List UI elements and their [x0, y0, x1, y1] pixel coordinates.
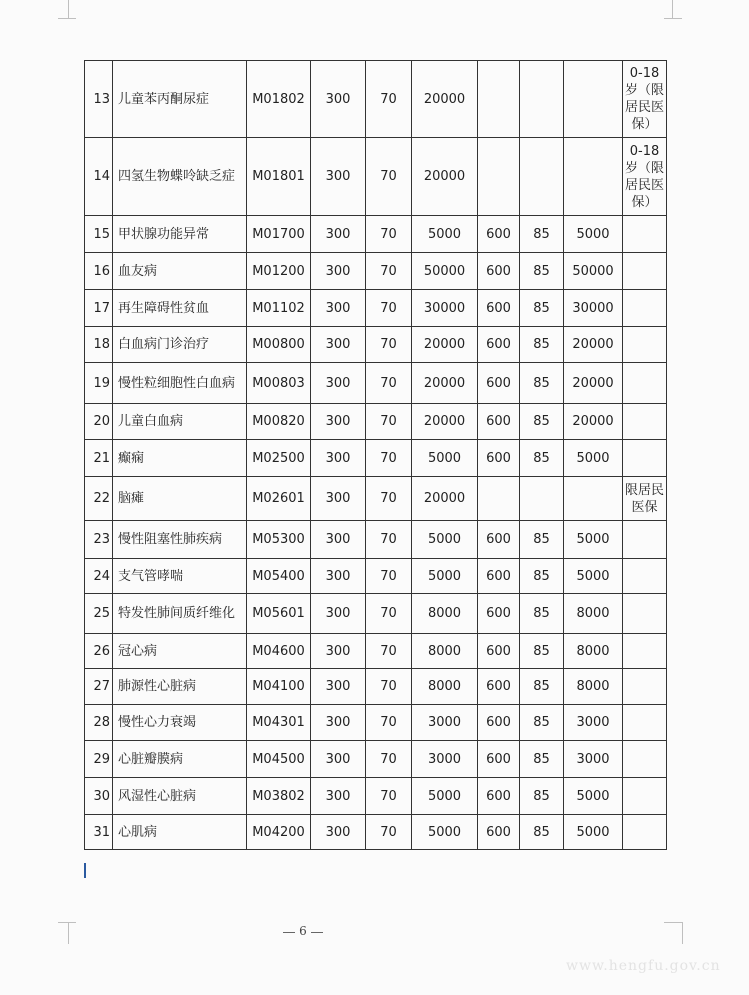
value-col-4: 600: [478, 216, 520, 253]
value-col-6: [564, 61, 623, 138]
note-cell: [623, 327, 667, 363]
table-row: [85, 634, 667, 669]
value-col-2: 70: [366, 290, 412, 327]
value-col-6: 30000: [564, 290, 623, 327]
value-col-5: 85: [520, 634, 564, 669]
value-col-3: 5000: [412, 521, 478, 559]
note-cell: [623, 705, 667, 741]
value-col-4: 600: [478, 327, 520, 363]
disease-code: M04301: [247, 705, 311, 741]
disease-name: 特发性肺间质纤维化: [113, 594, 247, 634]
value-col-2: 70: [366, 594, 412, 634]
value-col-1: 300: [311, 634, 366, 669]
value-col-6: [564, 477, 623, 521]
crop-mark-bottom-left-h: [58, 922, 76, 923]
value-col-3: 20000: [412, 477, 478, 521]
row-number: 23: [85, 521, 113, 559]
disease-name: 儿童苯丙酮尿症: [113, 61, 247, 138]
value-col-2: 70: [366, 778, 412, 815]
disease-code: M04100: [247, 669, 311, 705]
value-col-6: 5000: [564, 440, 623, 477]
row-number: 31: [85, 815, 113, 850]
disease-code: M00803: [247, 363, 311, 404]
table-row: [85, 253, 667, 290]
value-col-3: 20000: [412, 404, 478, 440]
disease-name: 血友病: [113, 253, 247, 290]
value-col-2: 70: [366, 404, 412, 440]
note-cell: [623, 440, 667, 477]
row-number: 25: [85, 594, 113, 634]
value-col-1: 300: [311, 778, 366, 815]
disease-name: 脑瘫: [113, 477, 247, 521]
value-col-6: 3000: [564, 705, 623, 741]
value-col-2: 70: [366, 61, 412, 138]
disease-table: [84, 60, 667, 850]
value-col-5: 85: [520, 404, 564, 440]
table-row: [85, 741, 667, 778]
value-col-1: 300: [311, 327, 366, 363]
disease-name: 慢性粒细胞性白血病: [113, 363, 247, 404]
value-col-4: 600: [478, 741, 520, 778]
row-number: 27: [85, 669, 113, 705]
value-col-6: 20000: [564, 404, 623, 440]
value-col-2: 70: [366, 669, 412, 705]
value-col-4: 600: [478, 404, 520, 440]
disease-name: 四氢生物蝶呤缺乏症: [113, 138, 247, 216]
value-col-6: 3000: [564, 741, 623, 778]
value-col-3: 8000: [412, 594, 478, 634]
table-row: [85, 705, 667, 741]
value-col-6: 8000: [564, 634, 623, 669]
note-cell: [623, 363, 667, 404]
row-number: 19: [85, 363, 113, 404]
footer-dash-right: [311, 932, 323, 933]
value-col-4: 600: [478, 705, 520, 741]
note-cell: [623, 741, 667, 778]
disease-name: 癫痫: [113, 440, 247, 477]
crop-mark-top-right: [672, 0, 673, 18]
value-col-6: 5000: [564, 778, 623, 815]
table-row: [85, 138, 667, 216]
table-row: [85, 594, 667, 634]
disease-code: M01102: [247, 290, 311, 327]
disease-code: M01801: [247, 138, 311, 216]
table-row: [85, 521, 667, 559]
value-col-2: 70: [366, 521, 412, 559]
value-col-3: 5000: [412, 559, 478, 594]
row-number: 18: [85, 327, 113, 363]
table-row: [85, 404, 667, 440]
disease-name: 冠心病: [113, 634, 247, 669]
table-row: [85, 477, 667, 521]
value-col-1: 300: [311, 290, 366, 327]
value-col-1: 300: [311, 559, 366, 594]
disease-name: 肺源性心脏病: [113, 669, 247, 705]
text-cursor: [84, 863, 86, 878]
value-col-4: 600: [478, 778, 520, 815]
value-col-5: 85: [520, 815, 564, 850]
row-number: 21: [85, 440, 113, 477]
value-col-6: 20000: [564, 327, 623, 363]
value-col-1: 300: [311, 815, 366, 850]
crop-mark-bottom-right-h: [664, 922, 682, 923]
value-col-6: 8000: [564, 669, 623, 705]
value-col-5: [520, 477, 564, 521]
disease-name: 风湿性心脏病: [113, 778, 247, 815]
disease-name: 白血病门诊治疗: [113, 327, 247, 363]
disease-code: M00800: [247, 327, 311, 363]
value-col-3: 8000: [412, 634, 478, 669]
value-col-4: 600: [478, 363, 520, 404]
value-col-5: 85: [520, 363, 564, 404]
value-col-5: 85: [520, 440, 564, 477]
note-cell: [623, 521, 667, 559]
table-row: [85, 815, 667, 850]
disease-name: 甲状腺功能异常: [113, 216, 247, 253]
value-col-1: 300: [311, 216, 366, 253]
value-col-3: 20000: [412, 363, 478, 404]
crop-mark-bottom-left: [68, 922, 69, 944]
value-col-5: 85: [520, 559, 564, 594]
value-col-5: [520, 138, 564, 216]
disease-name: 心脏瓣膜病: [113, 741, 247, 778]
crop-mark-top-left: [68, 0, 69, 18]
value-col-6: 5000: [564, 815, 623, 850]
note-cell: [623, 815, 667, 850]
value-col-2: 70: [366, 815, 412, 850]
value-col-4: 600: [478, 559, 520, 594]
value-col-1: 300: [311, 440, 366, 477]
value-col-1: 300: [311, 705, 366, 741]
value-col-6: 50000: [564, 253, 623, 290]
table-row: [85, 559, 667, 594]
row-number: 26: [85, 634, 113, 669]
row-number: 24: [85, 559, 113, 594]
disease-code: M04500: [247, 741, 311, 778]
disease-code: M04600: [247, 634, 311, 669]
value-col-5: 85: [520, 741, 564, 778]
value-col-5: 85: [520, 778, 564, 815]
value-col-6: 5000: [564, 521, 623, 559]
note-cell: [623, 669, 667, 705]
table-row: [85, 778, 667, 815]
value-col-4: 600: [478, 290, 520, 327]
note-cell: 0-18 岁（限居民医保）: [623, 61, 667, 138]
value-col-4: 600: [478, 253, 520, 290]
row-number: 30: [85, 778, 113, 815]
value-col-4: 600: [478, 815, 520, 850]
value-col-6: 5000: [564, 559, 623, 594]
crop-mark-bottom-right: [682, 922, 683, 944]
footer-dash-left: [283, 932, 295, 933]
value-col-5: 85: [520, 253, 564, 290]
value-col-5: 85: [520, 216, 564, 253]
table-row: [85, 216, 667, 253]
page-number: 6: [299, 924, 307, 938]
value-col-4: [478, 477, 520, 521]
value-col-2: 70: [366, 559, 412, 594]
disease-code: M05601: [247, 594, 311, 634]
row-number: 15: [85, 216, 113, 253]
table-body: [85, 61, 667, 850]
table-row: [85, 440, 667, 477]
disease-code: M01802: [247, 61, 311, 138]
value-col-3: 30000: [412, 290, 478, 327]
table-row: [85, 61, 667, 138]
value-col-3: 20000: [412, 327, 478, 363]
value-col-1: 300: [311, 741, 366, 778]
disease-name: 儿童白血病: [113, 404, 247, 440]
value-col-5: 85: [520, 594, 564, 634]
value-col-2: 70: [366, 741, 412, 778]
note-cell: [623, 634, 667, 669]
disease-code: M02601: [247, 477, 311, 521]
disease-code: M00820: [247, 404, 311, 440]
watermark: www.hengfu.gov.cn: [566, 958, 721, 974]
value-col-3: 20000: [412, 138, 478, 216]
value-col-1: 300: [311, 363, 366, 404]
row-number: 29: [85, 741, 113, 778]
value-col-3: 5000: [412, 778, 478, 815]
value-col-4: 600: [478, 669, 520, 705]
value-col-2: 70: [366, 477, 412, 521]
crop-mark-top-left-h: [58, 18, 76, 19]
value-col-2: 70: [366, 440, 412, 477]
note-cell: [623, 404, 667, 440]
row-number: 20: [85, 404, 113, 440]
value-col-6: 20000: [564, 363, 623, 404]
value-col-2: 70: [366, 634, 412, 669]
disease-code: M02500: [247, 440, 311, 477]
note-cell: [623, 559, 667, 594]
value-col-5: 85: [520, 521, 564, 559]
table-row: [85, 290, 667, 327]
value-col-1: 300: [311, 253, 366, 290]
disease-code: M01700: [247, 216, 311, 253]
note-cell: [623, 216, 667, 253]
disease-code: M03802: [247, 778, 311, 815]
value-col-3: 5000: [412, 440, 478, 477]
disease-code: M05300: [247, 521, 311, 559]
row-number: 17: [85, 290, 113, 327]
table-row: [85, 669, 667, 705]
value-col-6: 8000: [564, 594, 623, 634]
value-col-2: 70: [366, 363, 412, 404]
note-cell: [623, 290, 667, 327]
value-col-2: 70: [366, 705, 412, 741]
value-col-2: 70: [366, 216, 412, 253]
value-col-4: [478, 138, 520, 216]
value-col-5: 85: [520, 669, 564, 705]
disease-code: M01200: [247, 253, 311, 290]
note-cell: 限居民医保: [623, 477, 667, 521]
value-col-4: 600: [478, 521, 520, 559]
note-cell: [623, 778, 667, 815]
value-col-1: 300: [311, 477, 366, 521]
value-col-5: [520, 61, 564, 138]
value-col-1: 300: [311, 594, 366, 634]
row-number: 13: [85, 61, 113, 138]
value-col-2: 70: [366, 253, 412, 290]
row-number: 16: [85, 253, 113, 290]
value-col-1: 300: [311, 61, 366, 138]
value-col-3: 20000: [412, 61, 478, 138]
table-row: [85, 327, 667, 363]
value-col-5: 85: [520, 327, 564, 363]
value-col-3: 5000: [412, 216, 478, 253]
note-cell: 0-18 岁（限居民医保）: [623, 138, 667, 216]
disease-name: 再生障碍性贫血: [113, 290, 247, 327]
value-col-4: 600: [478, 634, 520, 669]
table-row: [85, 363, 667, 404]
value-col-3: 3000: [412, 741, 478, 778]
value-col-3: 3000: [412, 705, 478, 741]
value-col-2: 70: [366, 327, 412, 363]
value-col-4: [478, 61, 520, 138]
disease-name: 慢性阻塞性肺疾病: [113, 521, 247, 559]
value-col-3: 50000: [412, 253, 478, 290]
value-col-5: 85: [520, 705, 564, 741]
value-col-1: 300: [311, 138, 366, 216]
value-col-1: 300: [311, 521, 366, 559]
value-col-6: 5000: [564, 216, 623, 253]
value-col-3: 5000: [412, 815, 478, 850]
disease-name: 心肌病: [113, 815, 247, 850]
value-col-6: [564, 138, 623, 216]
value-col-3: 8000: [412, 669, 478, 705]
row-number: 22: [85, 477, 113, 521]
value-col-1: 300: [311, 669, 366, 705]
disease-code: M04200: [247, 815, 311, 850]
value-col-5: 85: [520, 290, 564, 327]
row-number: 28: [85, 705, 113, 741]
note-cell: [623, 253, 667, 290]
value-col-4: 600: [478, 440, 520, 477]
disease-code: M05400: [247, 559, 311, 594]
row-number: 14: [85, 138, 113, 216]
disease-name: 慢性心力衰竭: [113, 705, 247, 741]
value-col-1: 300: [311, 404, 366, 440]
value-col-2: 70: [366, 138, 412, 216]
value-col-4: 600: [478, 594, 520, 634]
crop-mark-top-right-h: [664, 18, 682, 19]
disease-name: 支气管哮喘: [113, 559, 247, 594]
note-cell: [623, 594, 667, 634]
